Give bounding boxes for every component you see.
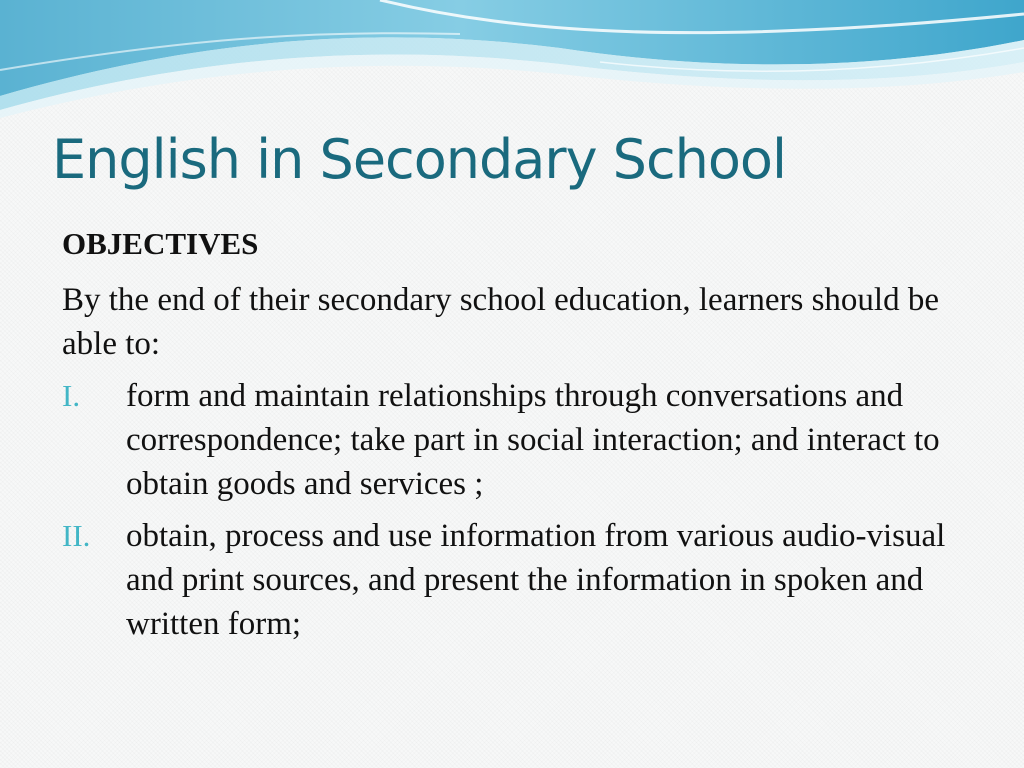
objectives-heading: OBJECTIVES	[62, 226, 259, 261]
list-marker: I.	[62, 378, 81, 413]
objective-text: obtain, process and use information from various audio-visual and print sources, and present the information in spoken and written form;	[126, 518, 946, 642]
objective-item	[62, 514, 962, 646]
header-wave-decoration	[0, 0, 1024, 125]
slide-title: English in Secondary School	[52, 128, 786, 191]
objective-text: form and maintain relationships through conversations and correspondence; take part in social interaction; and interact to obtain goods and services ;	[126, 378, 940, 502]
intro-text: By the end of their secondary school education, learners should be able to:	[62, 282, 939, 362]
list-marker: II.	[62, 518, 91, 553]
objectives-list	[62, 374, 962, 646]
objective-item	[62, 374, 962, 506]
slide-content	[62, 222, 962, 654]
